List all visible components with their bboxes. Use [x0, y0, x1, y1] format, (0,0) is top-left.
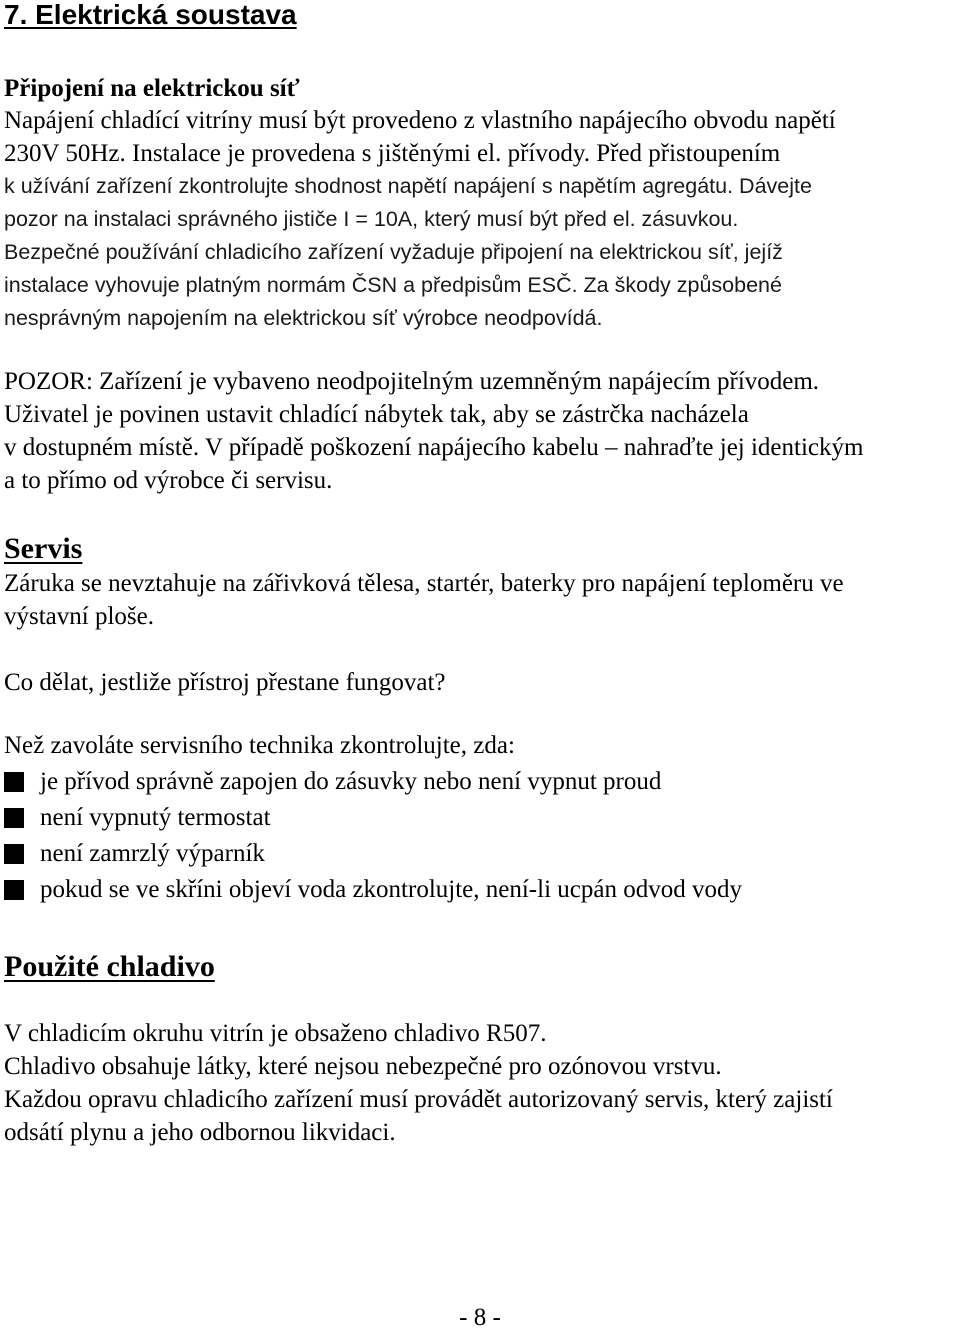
checklist-intro: Než zavoláte servisního technika zkontrolujte, zda:: [4, 732, 515, 759]
square-bullet-icon: [4, 880, 24, 900]
checklist-item-text: není zamrzlý výparník: [40, 840, 265, 867]
list-item: [0, 872, 742, 908]
checklist-item-text: pokud se ve skříni objeví voda zkontrolujte, není-li ucpán odvod vody: [40, 876, 742, 903]
connection-paragraph: [4, 104, 836, 335]
refrigerant-line: V chladicím okruhu vitrín je obsaženo chladivo R507.: [4, 1020, 547, 1047]
warranty-line: Záruka se nevztahuje na zářivková tělesa, startér, baterky pro napájení teploměru ve: [4, 570, 844, 597]
warranty-paragraph: [4, 567, 844, 633]
list-item: [0, 800, 742, 836]
warranty-line: výstavní ploše.: [4, 603, 154, 630]
connection-line: Napájení chladící vitríny musí být provedeno z vlastního napájecího obvodu napětí: [4, 107, 836, 134]
checklist-item-text: je přívod správně zapojen do zásuvky nebo není vypnut proud: [40, 768, 662, 795]
connection-line: nesprávným napojením na elektrickou síť výrobce neodpovídá.: [4, 306, 603, 330]
troubleshooting-question: Co dělat, jestliže přístroj přestane fungovat?: [4, 669, 446, 696]
list-item: [0, 836, 742, 872]
checklist-item-text: není vypnutý termostat: [40, 804, 271, 831]
refrigerant-paragraph: [4, 1017, 833, 1149]
connection-line: instalace vyhovuje platným normám ČSN a předpisům ESČ. Za škody způsobené: [4, 273, 782, 297]
square-bullet-icon: [4, 844, 24, 864]
warning-line: v dostupném místě. V případě poškození napájecího kabelu – nahraďte jej identickým: [4, 434, 864, 461]
warning-line: a to přímo od výrobce či servisu.: [4, 467, 333, 494]
service-checklist: [0, 764, 742, 908]
connection-line: pozor na instalaci správného jističe I = 10A, který musí být před el. zásuvkou.: [4, 207, 739, 231]
connection-line: Bezpečné používání chladicího zařízení vyžaduje připojení na elektrickou síť, jejíž: [4, 240, 783, 264]
service-heading: Servis: [4, 532, 83, 565]
list-item: [0, 764, 742, 800]
refrigerant-line: Chladivo obsahuje látky, které nejsou nebezpečné pro ozónovou vrstvu.: [4, 1053, 722, 1080]
chapter-heading: 7. Elektrická soustava: [4, 0, 297, 30]
refrigerant-heading: Použité chladivo: [4, 950, 215, 983]
refrigerant-line: odsátí plynu a jeho odbornou likvidaci.: [4, 1119, 396, 1146]
square-bullet-icon: [4, 808, 24, 828]
square-bullet-icon: [4, 772, 24, 792]
warning-paragraph: [4, 365, 863, 497]
page-number: - 8 -: [459, 1304, 501, 1331]
warning-line: Uživatel je povinen ustavit chladící nábytek tak, aby se zástrčka nacházela: [4, 401, 749, 428]
warning-line: POZOR: Zařízení je vybaveno neodpojitelným uzemněným napájecím přívodem.: [4, 368, 820, 395]
connection-line: 230V 50Hz. Instalace je provedena s jištěnými el. přívody. Před přistoupením: [4, 140, 781, 167]
connection-line: k užívání zařízení zkontrolujte shodnost napětí napájení s napětím agregátu. Dávejte: [4, 174, 812, 198]
connection-heading: Připojení na elektrickou síť: [4, 75, 300, 102]
refrigerant-line: Každou opravu chladicího zařízení musí provádět autorizovaný servis, který zajistí: [4, 1086, 833, 1113]
